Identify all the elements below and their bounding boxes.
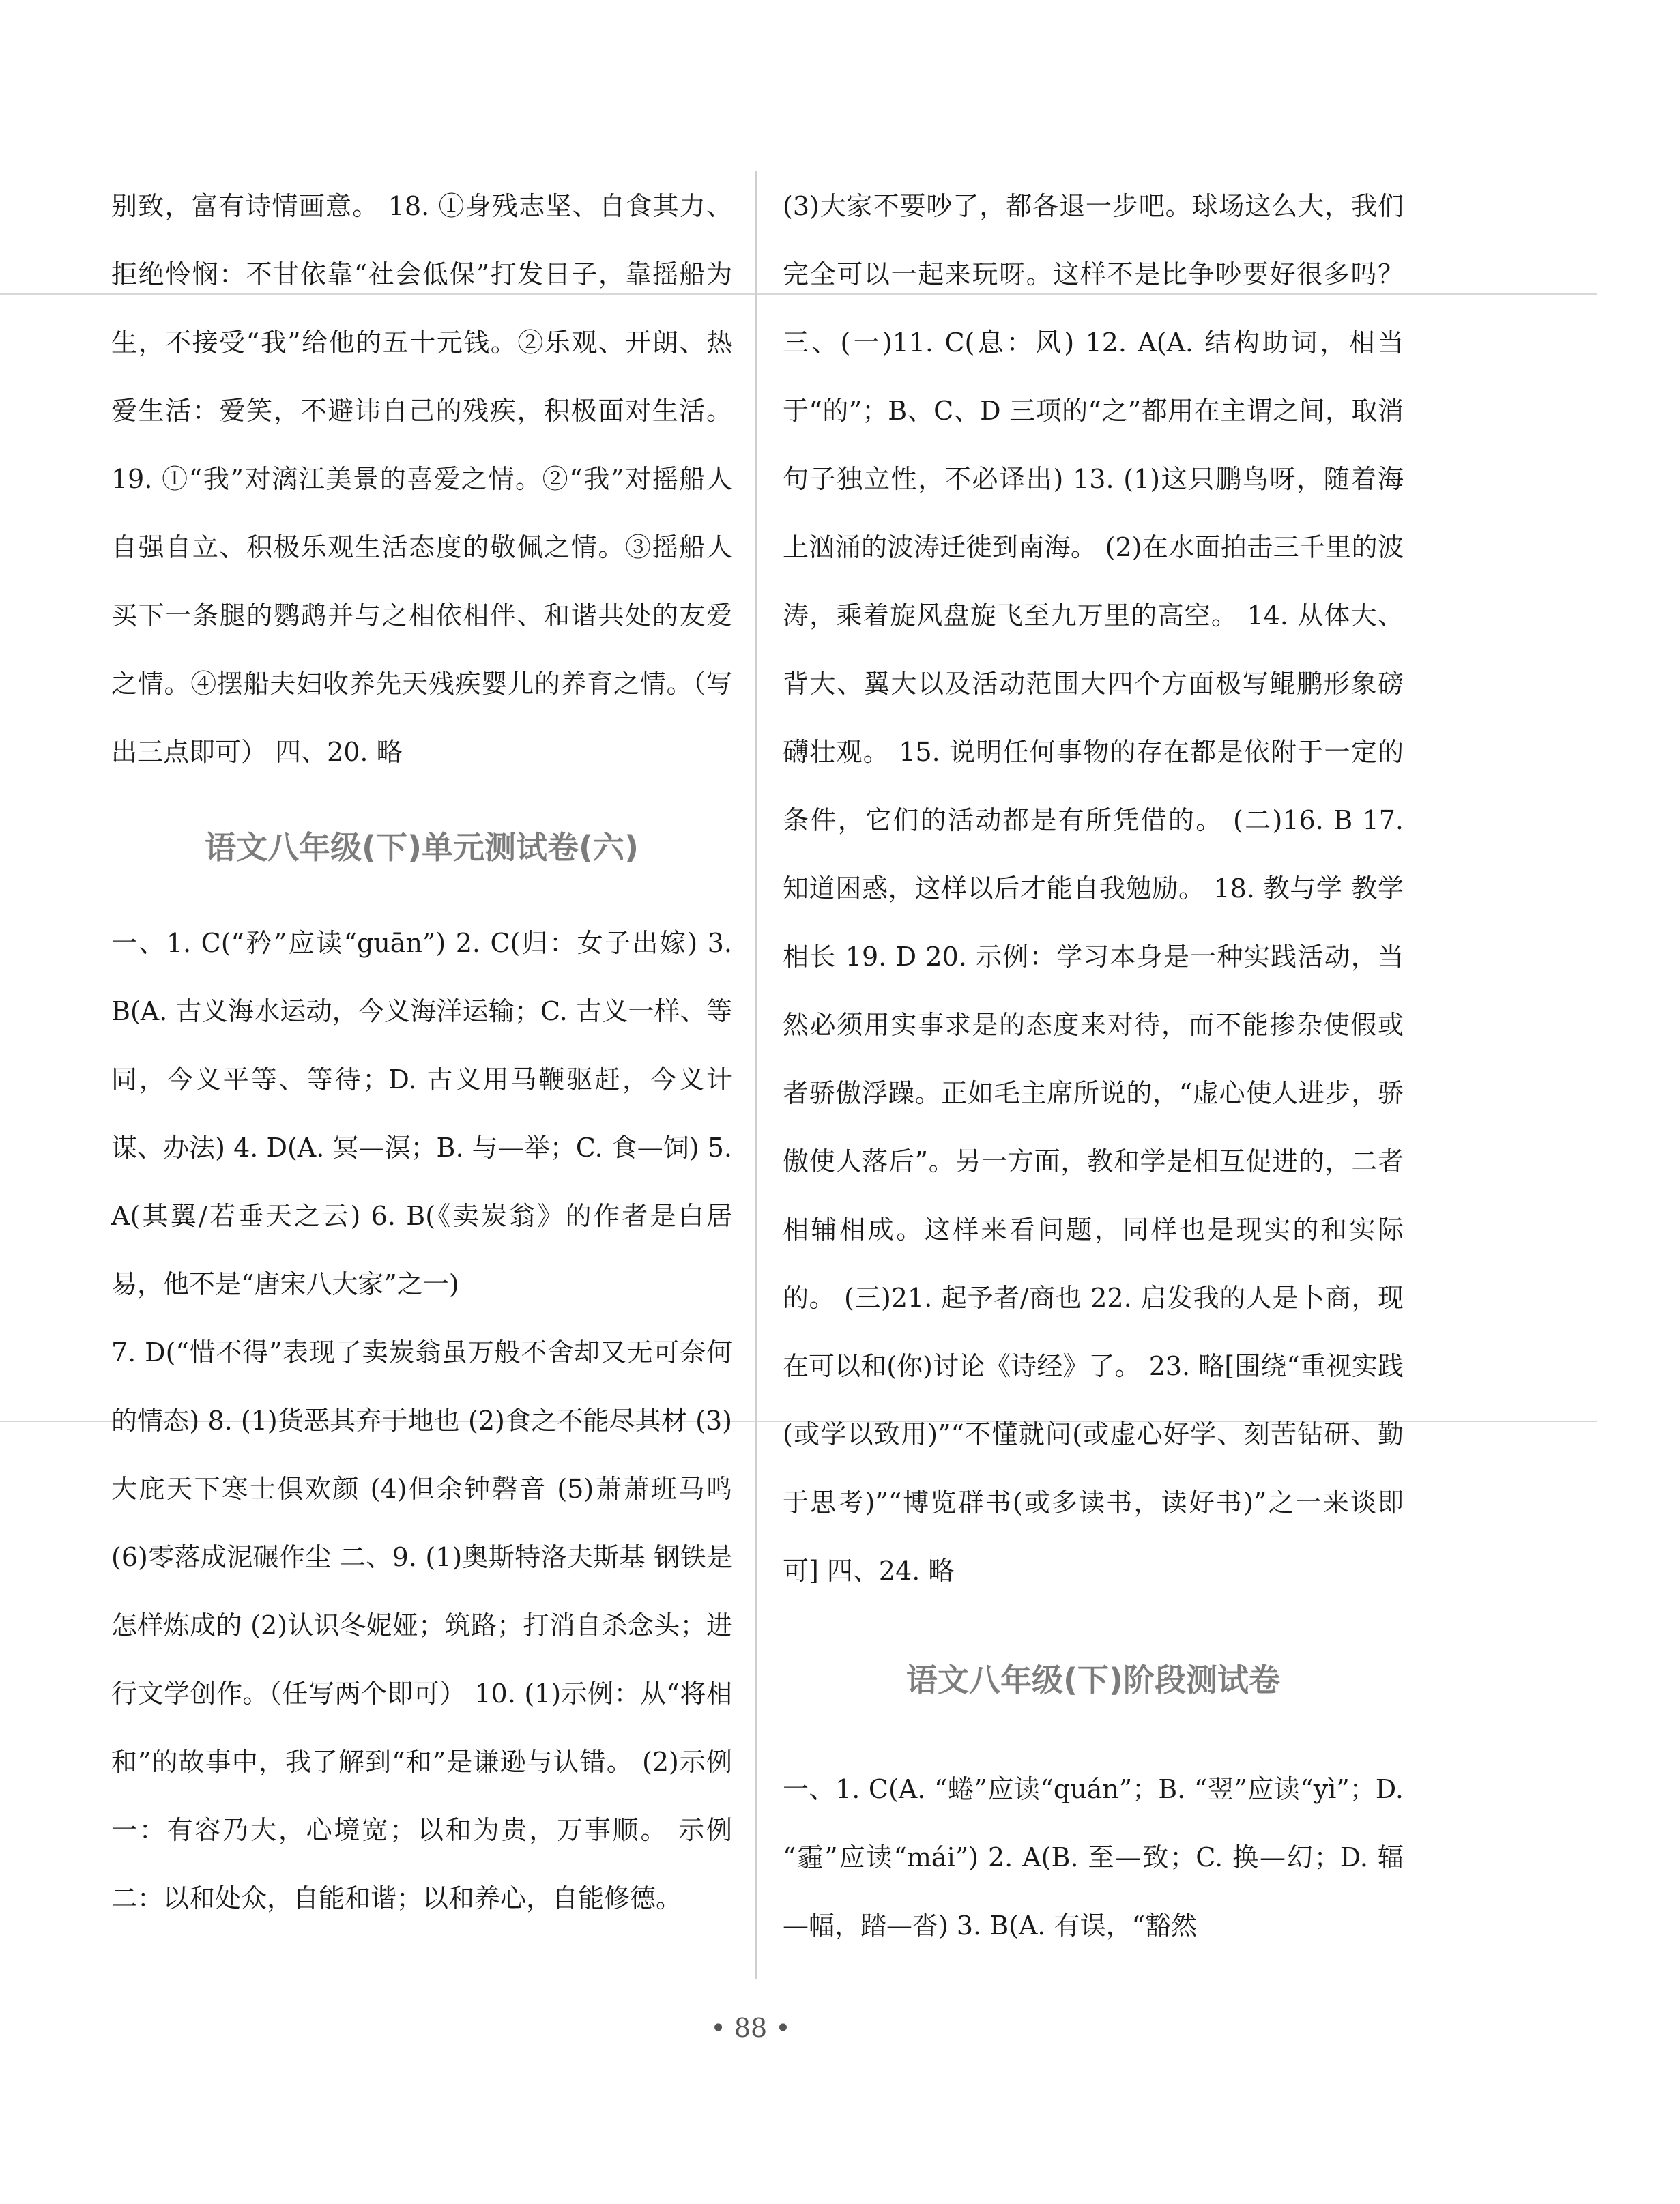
section-heading-unit-test-6: 语文八年级(下)单元测试卷(六) [204, 829, 639, 866]
right-answer-block-2: 一、1. C(A. “蜷”应读“quán”；B. “翌”应读“yì”；D. “霾”应读“mái”) 2. A(B. 至—致；C. 换—幻；D. 辐—幅，踏—沓) 3. B(A. 有误，“豁然 [783, 1774, 1404, 1941]
right-answer-block-1: (3)大家不要吵了，都各退一步吧。球场这么大，我们完全可以一起来玩呀。这样不是比争吵要好很多吗？ 三、(一)11. C(息：风) 12. A(A. 结构助词，相当于“的”；B、C、D 三项的“之”都用在主谓之间，取消句子独立性，不必译出) 13. (1)这只鹏鸟呀，随着海上汹涌的波涛迁徙到南海。 (2)在水面拍击三千里的波涛，乘着旋风盘旋飞至九万里的高空。 14. 从体大、背大、翼大以及活动范围大四个方面极写鲲鹏形象磅礴壮观。 15. 说明任何事物的存在都是依附于一定的条件，它们的活动都是有所凭借的。 (二)16. B 17. 知道困惑，这样以后才能自我勉励。 18. 教与学 教学相长 19. D 20. 示例：学习本身是一种实践活动，当然必须用实事求是的态度来对待，而不能掺杂使假或者骄傲浮躁。正如毛主席所说的，“虚心使人进步，骄傲使人落后”。另一方面，教和学是相互促进的，二者相辅相成。这样来看问题，同样也是现实的和实际的。 (三)21. 起予者/商也 22. 启发我的人是卜商，现在可以和(你)讨论《诗经》了。 23. 略[围绕“重视实践(或学以致用)”“不懂就问(或虚心好学、刻苦钻研、勤于思考)”“博览群书(或多读书，读好书)”之一来谈即可] 四、24. 略 [783, 191, 1404, 1586]
left-column [111, 172, 732, 1932]
column-divider [755, 171, 757, 1979]
section-heading-stage-test: 语文八年级(下)阶段测试卷 [906, 1662, 1281, 1698]
left-answer-block-3: 7. D(“惜不得”表现了卖炭翁虽万般不舍却又无可奈何的情态) 8. (1)货恶其弃于地也 (2)食之不能尽其材 (3)大庇天下寒士俱欢颜 (4)但余钟磬音 (5)萧萧班马鸣 (6)零落成泥碾作尘 二、9. (1)奥斯特洛夫斯基 钢铁是怎样炼成的 (2)认识冬妮娅；筑路；打消自杀念头；进行文学创作。（任写两个即可） 10. (1)示例：从“将相和”的故事中，我了解到“和”是谦逊与认错。 (2)示例一：有容乃大，心境宽；以和为贵，万事顺。 示例二：以和处众，自能和谐；以和养心，自能修德。 [111, 1337, 732, 1913]
left-answer-block-2: 一、1. C(“矜”应读“guān”) 2. C(归：女子出嫁) 3. B(A. 古义海水运动，今义海洋运输；C. 古义一样、等同，今义平等、等待；D. 古义用马鞭驱赶，今义计谋、办法) 4. D(A. 冥—溟；B. 与—举；C. 食—饲) 5. A(其翼/若垂天之云) 6. B(《卖炭翁》的作者是白居易，他不是“唐宋八大家”之一) [111, 928, 732, 1299]
page-number: • 88 • [710, 2013, 791, 2043]
left-answer-block-1: 别致，富有诗情画意。 18. ①身残志坚、自食其力、拒绝怜悯：不甘依靠“社会低保”打发日子，靠摇船为生，不接受“我”给他的五十元钱。②乐观、开朗、热爱生活：爱笑，不避讳自己的残疾，积极面对生活。 19. ①“我”对漓江美景的喜爱之情。②“我”对摇船人自强自立、积极乐观生活态度的敬佩之情。③摇船人买下一条腿的鹦鹉并与之相依相伴、和谐共处的友爱之情。④摆船夫妇收养先天残疾婴儿的养育之情。（写出三点即可） 四、20. 略 [111, 191, 732, 767]
right-column [783, 172, 1404, 1960]
